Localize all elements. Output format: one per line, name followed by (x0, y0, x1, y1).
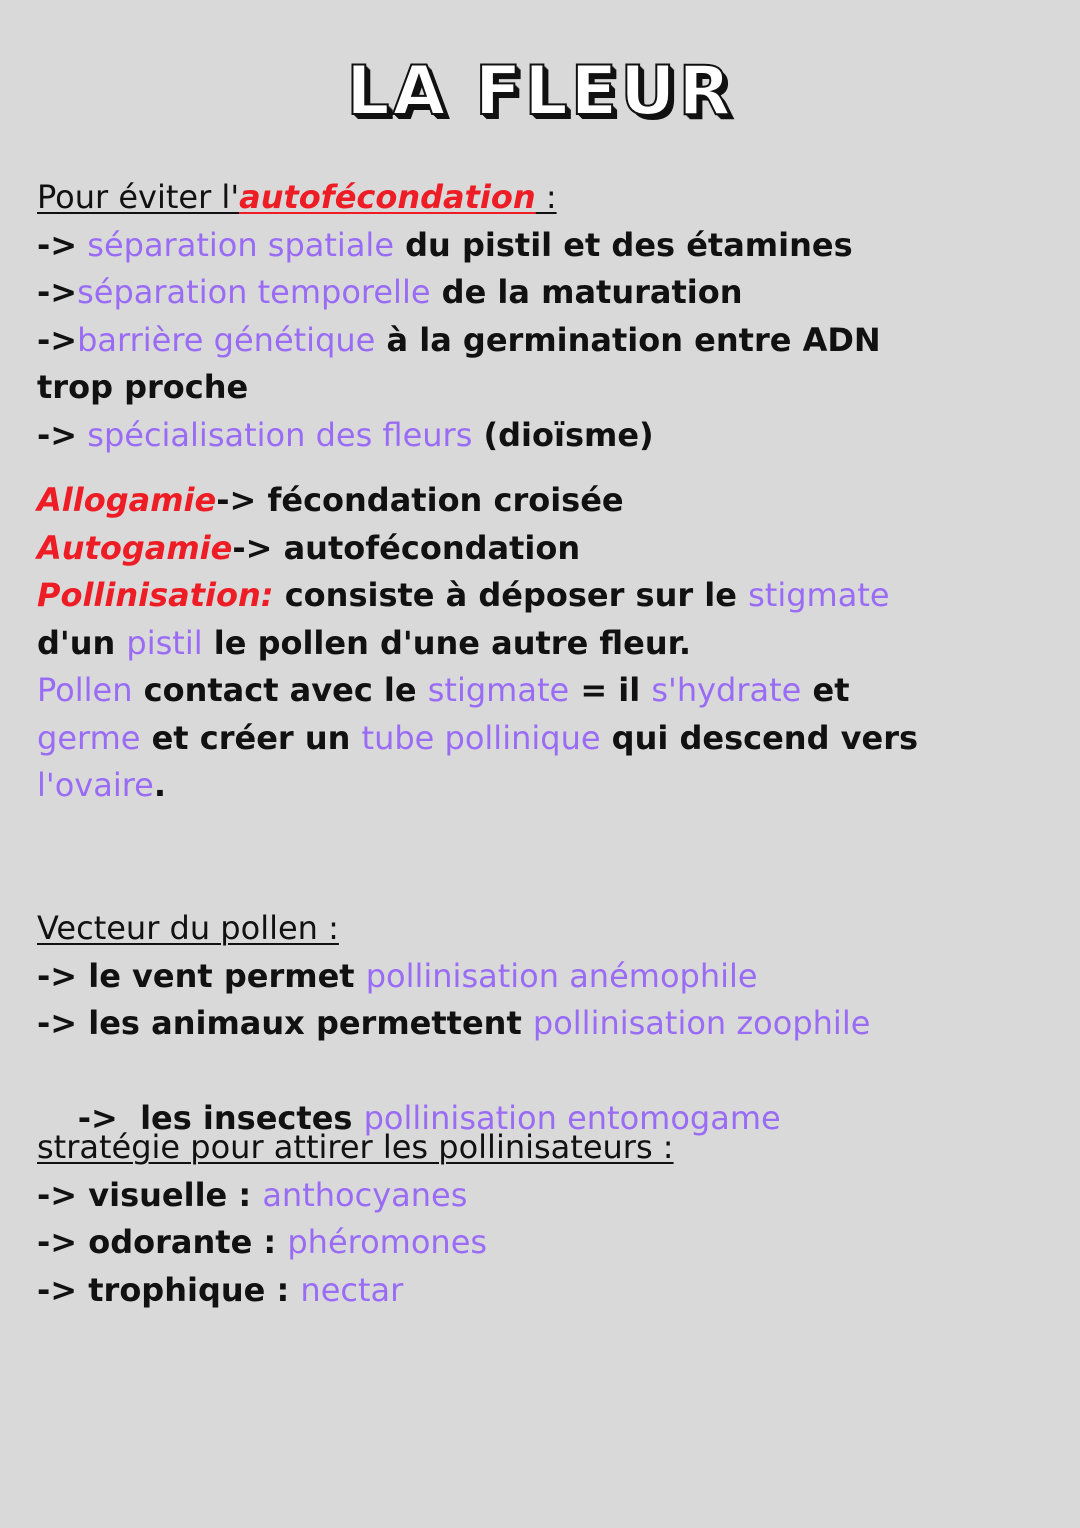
arrow-icon: -> (37, 273, 78, 311)
item-text: les animaux permettent (77, 1004, 533, 1042)
heading-prefix: Pour éviter l' (37, 178, 240, 216)
arrow-icon: -> (37, 956, 78, 995)
definition-pollinisation (37, 572, 967, 667)
definition-allogamie (37, 477, 1047, 525)
list-item (37, 1219, 1047, 1267)
arrow-icon: -> (37, 225, 78, 264)
text: = il (569, 671, 652, 709)
text: et (801, 671, 850, 709)
pollen-explanation (37, 667, 957, 810)
section-heading: Vecteur du pollen : (37, 909, 339, 947)
arrow-icon: -> (37, 320, 78, 359)
list-item (37, 1000, 1047, 1048)
item-term: spécialisation des fleurs (87, 415, 473, 454)
arrow-icon: -> (37, 1223, 78, 1261)
list-item (37, 412, 1047, 460)
definitions-section (37, 477, 1047, 810)
keyword: l'ovaire (37, 766, 154, 804)
page-title: LA FLEUR (346, 52, 734, 131)
item-text: les insectes (117, 1099, 364, 1137)
list-item (37, 317, 967, 412)
arrow-icon: -> (37, 1004, 78, 1042)
item-text: odorante : (77, 1223, 288, 1261)
strategie-heading (37, 1124, 1047, 1172)
arrow-icon: -> (37, 415, 78, 454)
item-term: pollinisation anémophile (365, 956, 758, 995)
item-text: du pistil et des étamines (394, 225, 853, 264)
section-heading: stratégie pour attirer les pollinisateurs : (37, 1128, 674, 1166)
keyword: tube pollinique (361, 718, 601, 757)
keyword: germe (37, 718, 141, 757)
item-term: barrière génétique (77, 320, 376, 359)
heading-suffix: : (535, 178, 557, 216)
keyword: s'hydrate (651, 671, 802, 709)
definition-text: le pollen d'une autre fleur. (202, 623, 691, 662)
strategie-section (37, 1124, 1047, 1314)
keyword: stigmate (427, 671, 570, 709)
arrow-icon: -> (77, 1099, 118, 1137)
text: . (153, 766, 166, 804)
list-item (37, 953, 1047, 1001)
definition-text: d'un (37, 623, 127, 662)
item-text: le vent permet (77, 956, 366, 995)
item-term: pollinisation entomogame (363, 1099, 781, 1137)
list-item (37, 1267, 1047, 1315)
item-text: visuelle : (77, 1175, 263, 1214)
item-term: nectar (300, 1270, 404, 1309)
item-term: séparation spatiale (87, 225, 394, 264)
definition-text: autofécondation (272, 528, 581, 567)
definition-term: Pollinisation: (37, 576, 274, 614)
heading-keyword: autofécondation (239, 178, 536, 216)
keyword: stigmate (748, 576, 890, 614)
arrow-icon: -> (37, 1270, 78, 1309)
keyword: Pollen (37, 671, 133, 709)
arrow-icon: -> (232, 528, 273, 567)
list-item (37, 269, 1047, 317)
item-term: phéromones (287, 1223, 488, 1261)
definition-term: Allogamie (37, 481, 217, 519)
definition-autogamie (37, 525, 1047, 573)
vecteurs-heading (37, 905, 1047, 953)
item-text: de la maturation (430, 273, 743, 311)
text: qui descend vers (600, 718, 919, 757)
autofecondation-heading (37, 174, 1047, 222)
list-item (37, 222, 1047, 270)
arrow-icon: -> (37, 1175, 78, 1214)
item-text: (dioïsme) (472, 415, 654, 454)
definition-text: consiste à déposer sur le (273, 576, 749, 614)
definition-term: Autogamie (37, 528, 233, 567)
definition-text: fécondation croisée (256, 481, 624, 519)
item-term: séparation temporelle (77, 273, 431, 311)
item-term: pollinisation zoophile (532, 1004, 871, 1042)
arrow-icon: -> (216, 481, 257, 519)
autofecondation-section (37, 174, 1047, 459)
text: et créer un (140, 718, 362, 757)
item-text: trophique : (77, 1270, 301, 1309)
item-text: à la germination entre ADN trop proche (37, 320, 881, 406)
list-item (37, 1172, 1047, 1220)
item-term: anthocyanes (262, 1175, 468, 1214)
text: contact avec le (132, 671, 428, 709)
keyword: pistil (126, 623, 203, 662)
